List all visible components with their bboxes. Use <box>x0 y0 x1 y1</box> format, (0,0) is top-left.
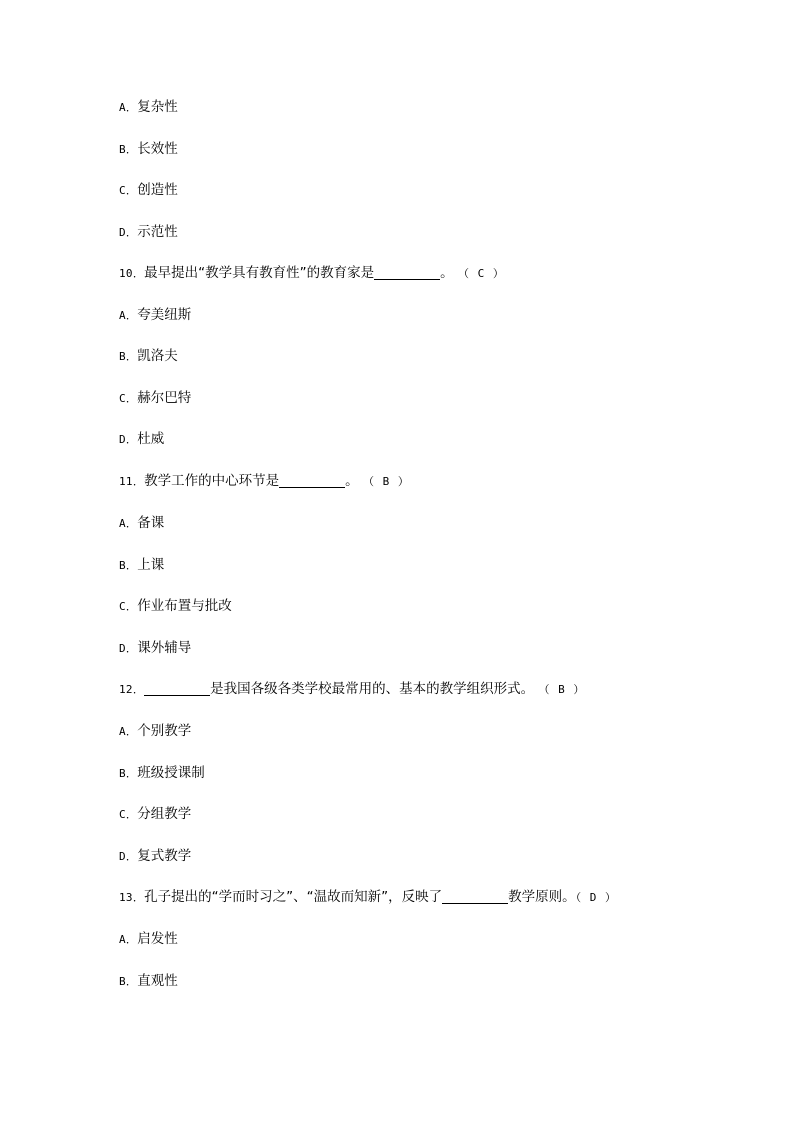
option-text: 作业布置与批改 <box>137 598 232 614</box>
option-letter: B． <box>119 559 138 572</box>
option-text: 凯洛夫 <box>137 348 178 364</box>
option-b-line <box>119 764 205 782</box>
option-letter: B． <box>119 350 138 363</box>
option-c-line <box>119 597 232 615</box>
option-letter: A． <box>119 933 138 946</box>
option-letter: D． <box>119 850 138 863</box>
option-d-line <box>119 430 164 448</box>
answer-blank <box>144 681 210 696</box>
option-d-line <box>119 639 191 657</box>
option-a-line <box>119 306 191 324</box>
option-text: 直观性 <box>137 973 178 989</box>
option-text: 启发性 <box>137 931 178 947</box>
option-letter: A． <box>119 725 138 738</box>
question-text-after-blank: 。 <box>345 473 363 489</box>
option-text: 示范性 <box>137 224 178 240</box>
answer-blank <box>442 889 508 904</box>
option-text: 个别教学 <box>137 723 192 739</box>
option-text: 创造性 <box>137 182 178 198</box>
question-text-after-blank: 教学原则。 <box>508 889 576 905</box>
option-letter: B． <box>119 975 138 988</box>
question-text-before-blank: 最早提出“教学具有教育性”的教育家是 <box>144 265 375 281</box>
question-text-after-blank: 。 <box>440 265 458 281</box>
option-text: 班级授课制 <box>137 765 205 781</box>
option-text: 备课 <box>137 515 165 531</box>
option-b-line <box>119 972 178 990</box>
option-text: 长效性 <box>137 141 178 157</box>
option-d-line <box>119 223 178 241</box>
question-number: 11． <box>119 475 145 488</box>
option-letter: D． <box>119 642 138 655</box>
question-13 <box>119 888 617 906</box>
answer-blank <box>374 265 440 280</box>
question-text-before-blank: 孔子提出的“学而时习之”、“温故而知新”，反映了 <box>144 889 443 905</box>
option-c-line <box>119 389 191 407</box>
option-letter: C． <box>119 184 138 197</box>
option-letter: D． <box>119 433 138 446</box>
question-number: 13． <box>119 891 145 904</box>
question-12 <box>119 680 585 698</box>
answer-key: （ D ） <box>575 891 618 904</box>
option-c-line <box>119 181 178 199</box>
answer-key: （ B ） <box>362 475 410 488</box>
option-b-line <box>119 347 178 365</box>
option-letter: B． <box>119 767 138 780</box>
option-letter: C． <box>119 600 138 613</box>
option-a-line <box>119 722 191 740</box>
option-text: 赫尔巴特 <box>137 390 192 406</box>
answer-blank <box>279 473 345 488</box>
option-letter: B． <box>119 143 138 156</box>
option-text: 分组教学 <box>137 806 192 822</box>
option-letter: C． <box>119 392 138 405</box>
option-text: 复式教学 <box>137 848 192 864</box>
question-number: 12． <box>119 683 145 696</box>
option-b-line <box>119 556 164 574</box>
option-a-line <box>119 514 164 532</box>
option-letter: D． <box>119 226 138 239</box>
option-letter: C． <box>119 808 138 821</box>
option-text: 杜威 <box>137 431 165 447</box>
question-text-before-blank: 教学工作的中心环节是 <box>144 473 280 489</box>
answer-key: （ B ） <box>538 683 586 696</box>
option-letter: A． <box>119 101 138 114</box>
option-a-line <box>119 930 178 948</box>
option-a-line <box>119 98 178 116</box>
question-text-after-blank: 是我国各级各类学校最常用的、基本的教学组织形式。 <box>210 681 539 697</box>
option-text: 复杂性 <box>137 99 178 115</box>
question-11 <box>119 472 410 490</box>
option-text: 课外辅导 <box>137 640 192 656</box>
option-b-line <box>119 140 178 158</box>
option-d-line <box>119 847 191 865</box>
option-letter: A． <box>119 309 138 322</box>
option-letter: A． <box>119 517 138 530</box>
option-text: 夸美纽斯 <box>137 307 192 323</box>
question-number: 10． <box>119 267 145 280</box>
option-text: 上课 <box>137 557 165 573</box>
answer-key: （ C ） <box>457 267 505 280</box>
option-c-line <box>119 805 191 823</box>
question-10 <box>119 264 505 282</box>
